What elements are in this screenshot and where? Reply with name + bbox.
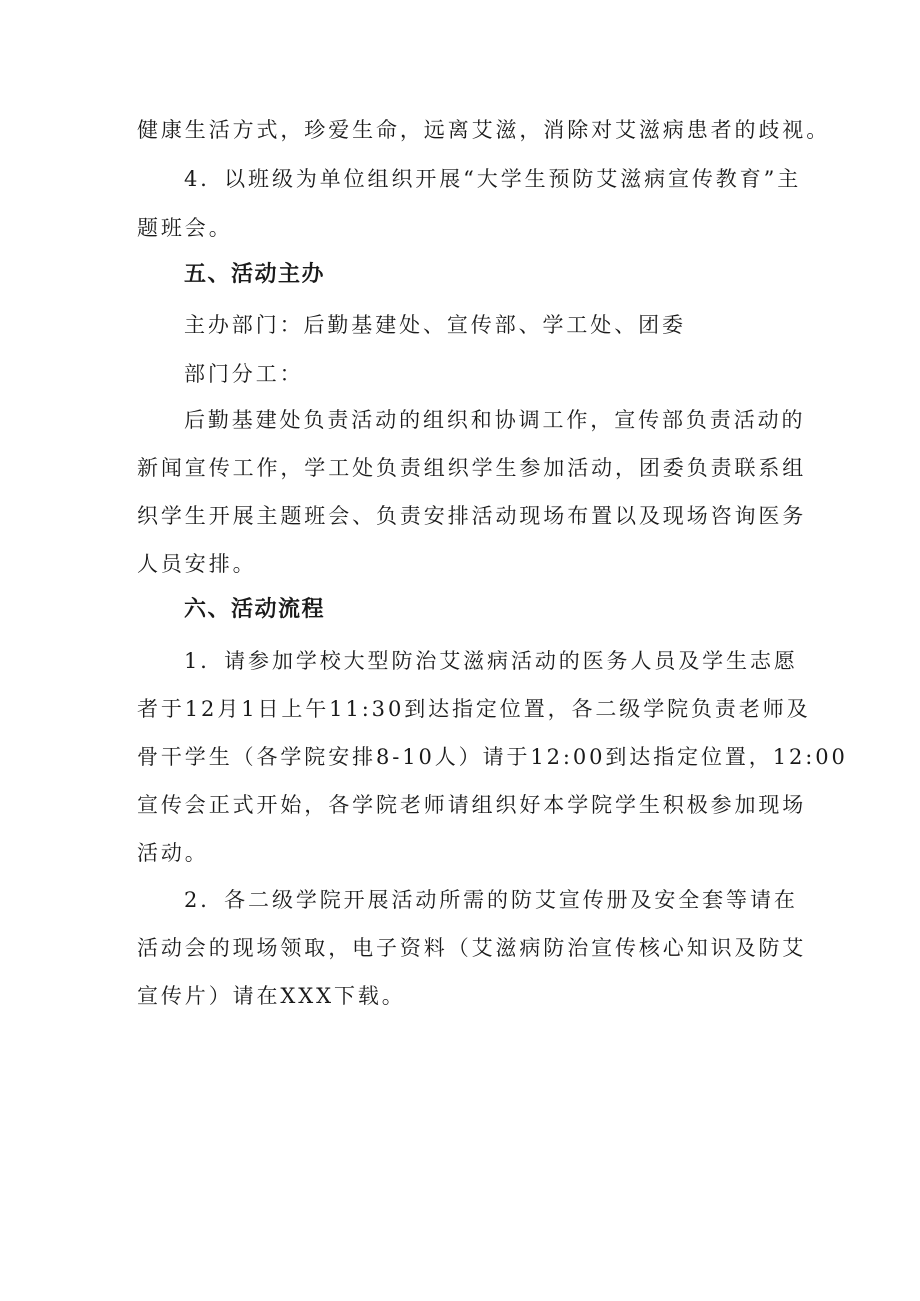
division-line-4: 人员安排。 [137,552,257,576]
flow-item-1-line-5: 活动。 [137,841,209,865]
flow-item-1-line-4: 宣传会正式开始，各学院老师请组织好本学院学生积极参加现场 [137,793,807,817]
section-5-heading: 五、活动主办 [184,262,326,287]
flow-item-1-line-2: 者于12月1日上午11:30到达指定位置，各二级学院负责老师及 [137,697,811,721]
division-line-1: 后勤基建处负责活动的组织和协调工作，宣传部负责活动的 [184,408,806,432]
flow-item-1-line-3: 骨干学生（各学院安排8-10人）请于12:00到达指定位置，12:00 [137,745,848,769]
item-4-line-2: 题班会。 [137,216,233,240]
division-line-3: 织学生开展主题班会、负责安排活动现场布置以及现场咨询医务 [137,504,807,528]
division-label: 部门分工： [184,362,304,386]
flow-item-2-line-1: 2．各二级学院开展活动所需的防艾宣传册及安全套等请在 [184,888,798,912]
item-4-line-1: 4．以班级为单位组织开展“大学生预防艾滋病宣传教育”主 [184,167,802,191]
division-line-2: 新闻宣传工作，学工处负责组织学生参加活动，团委负责联系组 [137,456,807,480]
section-6-heading: 六、活动流程 [184,597,326,622]
organizers-line: 主办部门：后勤基建处、宣传部、学工处、团委 [184,313,686,337]
flow-item-2-line-2: 活动会的现场领取，电子资料（艾滋病防治宣传核心知识及防艾 [137,936,807,960]
paragraph-continuation: 健康生活方式，珍爱生命，远离艾滋，消除对艾滋病患者的歧视。 [137,118,831,142]
flow-item-2-line-3: 宣传片）请在XXX下载。 [137,984,406,1008]
flow-item-1-line-1: 1．请参加学校大型防治艾滋病活动的医务人员及学生志愿 [184,649,798,673]
